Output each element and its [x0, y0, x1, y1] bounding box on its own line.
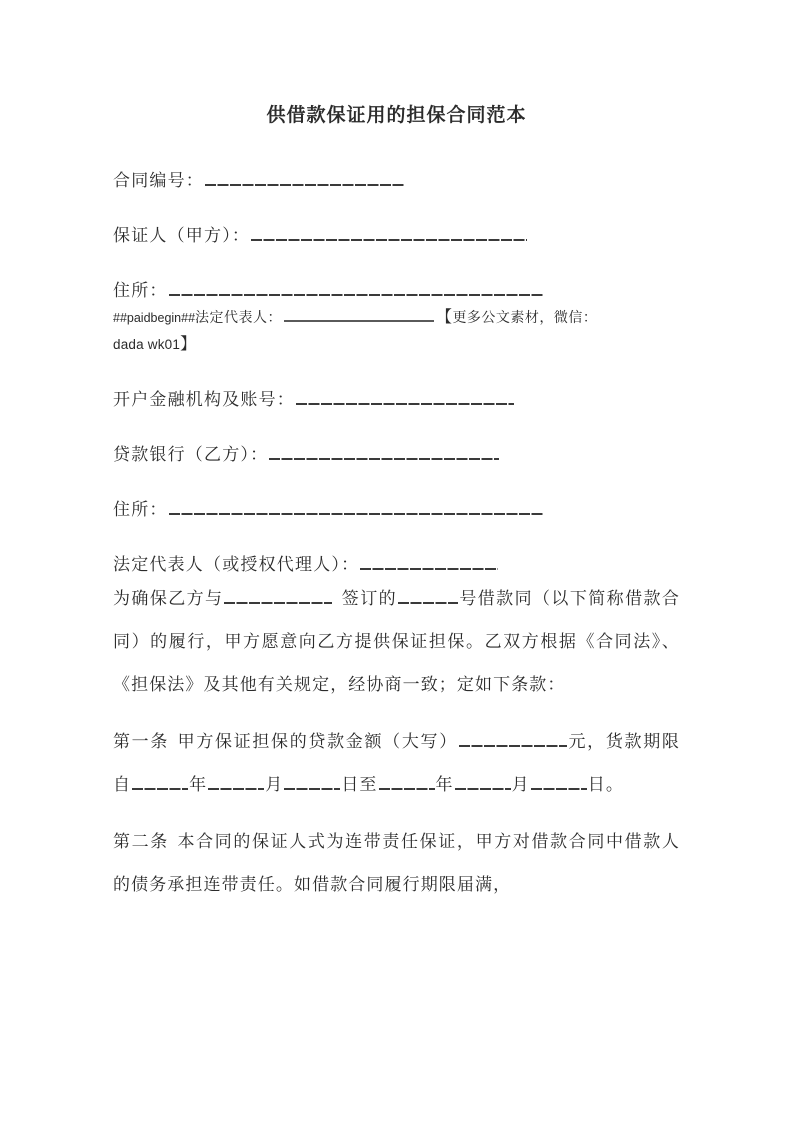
guarantor-party-a-label: 保证人（甲方）：: [113, 226, 251, 246]
paid-marker-row: [113, 304, 680, 357]
clause-1-text: 年: [435, 775, 454, 795]
field-row-legal-rep-or-agent: [113, 552, 680, 578]
guarantor-party-a-blank[interactable]: [251, 227, 527, 241]
paid-marker-code: ##paidbegin##: [113, 311, 196, 325]
contract-number-blank[interactable]: [205, 172, 405, 186]
clause-2-text: 本合同的保证人式为连带责任保证，甲方对借款合同中借款人的债务承担连带责任。如借款合同履行期限届满，: [113, 832, 680, 895]
preamble-text-1: 为确保乙方与: [113, 589, 224, 609]
field-row-lender-bank-party-b: [113, 442, 680, 468]
promo-bracket-close: 】: [180, 334, 197, 353]
field-row-guarantor-party-a: [113, 223, 680, 249]
clause-1-blank-1[interactable]: [459, 733, 567, 747]
promo-text: 更多公文素材，微信：: [452, 310, 598, 326]
promo-handle: dada wk01: [113, 337, 181, 352]
clause-1-text: 月: [511, 775, 530, 795]
guarantor-address-blank[interactable]: [169, 282, 544, 296]
clause-1-text: 元，货款期限自: [113, 732, 681, 795]
clause-1-text: 年: [189, 775, 208, 795]
contract-number-label: 合同编号：: [113, 171, 204, 191]
clause-1-blank-7[interactable]: [531, 776, 587, 790]
preamble-text-2: 签订的: [341, 589, 398, 609]
field-group-party-a: [113, 168, 680, 304]
clause-1-blank-6[interactable]: [455, 776, 511, 790]
legal-rep-or-agent-blank[interactable]: [360, 556, 498, 570]
preamble-paragraph: [113, 578, 680, 707]
clause-1-blank-5[interactable]: [379, 776, 435, 790]
document-content: [113, 0, 680, 907]
bank-account-label: 开户金融机构及账号：: [113, 390, 295, 410]
clause-1-blank-4[interactable]: [284, 776, 340, 790]
clause-1-text: 日至: [341, 775, 378, 795]
guarantor-address-label: 住所：: [113, 281, 168, 301]
field-row-contract-number: [113, 168, 680, 194]
clause-1-number: 第一条: [113, 732, 170, 752]
clause-1-blank-3[interactable]: [208, 776, 264, 790]
clause-1-blank-2[interactable]: [132, 776, 188, 790]
promo-bracket-open: 【: [436, 307, 453, 326]
clause-1-text: 甲方保证担保的贷款金额（大写）: [177, 732, 458, 752]
field-row-guarantor-address: [113, 278, 680, 304]
legal-rep-or-agent-label: 法定代表人（或授权代理人）：: [113, 555, 360, 575]
clause-1-paragraph: [113, 721, 680, 807]
preamble-blank-loan-number[interactable]: [398, 590, 458, 604]
bank-account-blank[interactable]: [296, 391, 514, 405]
clause-2-paragraph: [113, 821, 680, 907]
preamble-text-3: 号借款同（以下简称借款合同）的履行，甲方愿意向乙方提供保证担保。乙双方根据《合同法》、《担保法》及其他有关规定，经协商一致；定如下条款：: [113, 589, 680, 695]
clause-1-text: 日。: [587, 775, 624, 795]
lender-bank-party-b-blank[interactable]: [269, 446, 499, 460]
legal-rep-blank[interactable]: [284, 307, 434, 322]
page-title: 供借款保证用的担保合同范本: [266, 104, 527, 126]
field-group-party-b: [113, 387, 680, 578]
legal-rep-label: 法定代表人：: [195, 310, 283, 326]
preamble-blank-counterparty[interactable]: [224, 590, 332, 604]
clause-1-text: 月: [265, 775, 284, 795]
clause-2-number: 第二条: [113, 832, 169, 852]
lender-bank-party-b-label: 贷款银行（乙方）：: [113, 445, 269, 465]
field-row-lender-address: [113, 497, 680, 523]
lender-address-label: 住所：: [113, 500, 168, 520]
lender-address-blank[interactable]: [169, 501, 544, 515]
clause-list: [113, 721, 680, 907]
field-row-bank-account: [113, 387, 680, 413]
